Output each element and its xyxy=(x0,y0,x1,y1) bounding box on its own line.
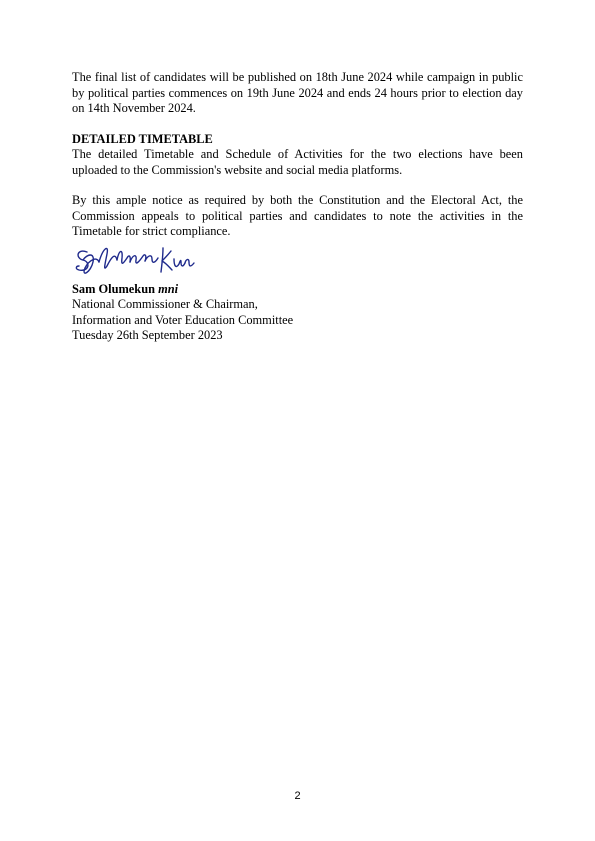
timetable-section xyxy=(72,132,523,179)
signer-title-line-1: National Commissioner & Chairman, xyxy=(72,297,258,311)
notice-paragraph: By this ample notice as required by both the Constitution and the Electoral Act, the Commission appeals to political parties and candidates to note the activities in the Timetable for strict compliance. xyxy=(72,193,523,238)
signature-block xyxy=(72,282,523,344)
signer-suffix: mni xyxy=(158,281,179,296)
handwritten-signature xyxy=(73,242,198,282)
page-number: 2 xyxy=(294,790,301,802)
signer-title-line-2: Information and Voter Education Committee xyxy=(72,312,294,327)
page-content xyxy=(72,70,523,344)
campaign-paragraph: The final list of candidates will be published on 18th June 2024 while campaign in public by political parties commences on 19th June 2024 and ends 24 hours prior to election day on 14th November 2024. xyxy=(72,70,523,115)
signer-line xyxy=(72,282,523,298)
timetable-body: The detailed Timetable and Schedule of Activities for the two elections have been uploaded to the Commission's website and social media platforms. xyxy=(72,147,523,177)
signer-name: Sam Olumekun xyxy=(72,281,155,296)
signature-date: Tuesday 26th September 2023 xyxy=(72,328,223,342)
timetable-heading: DETAILED TIMETABLE xyxy=(72,131,213,146)
